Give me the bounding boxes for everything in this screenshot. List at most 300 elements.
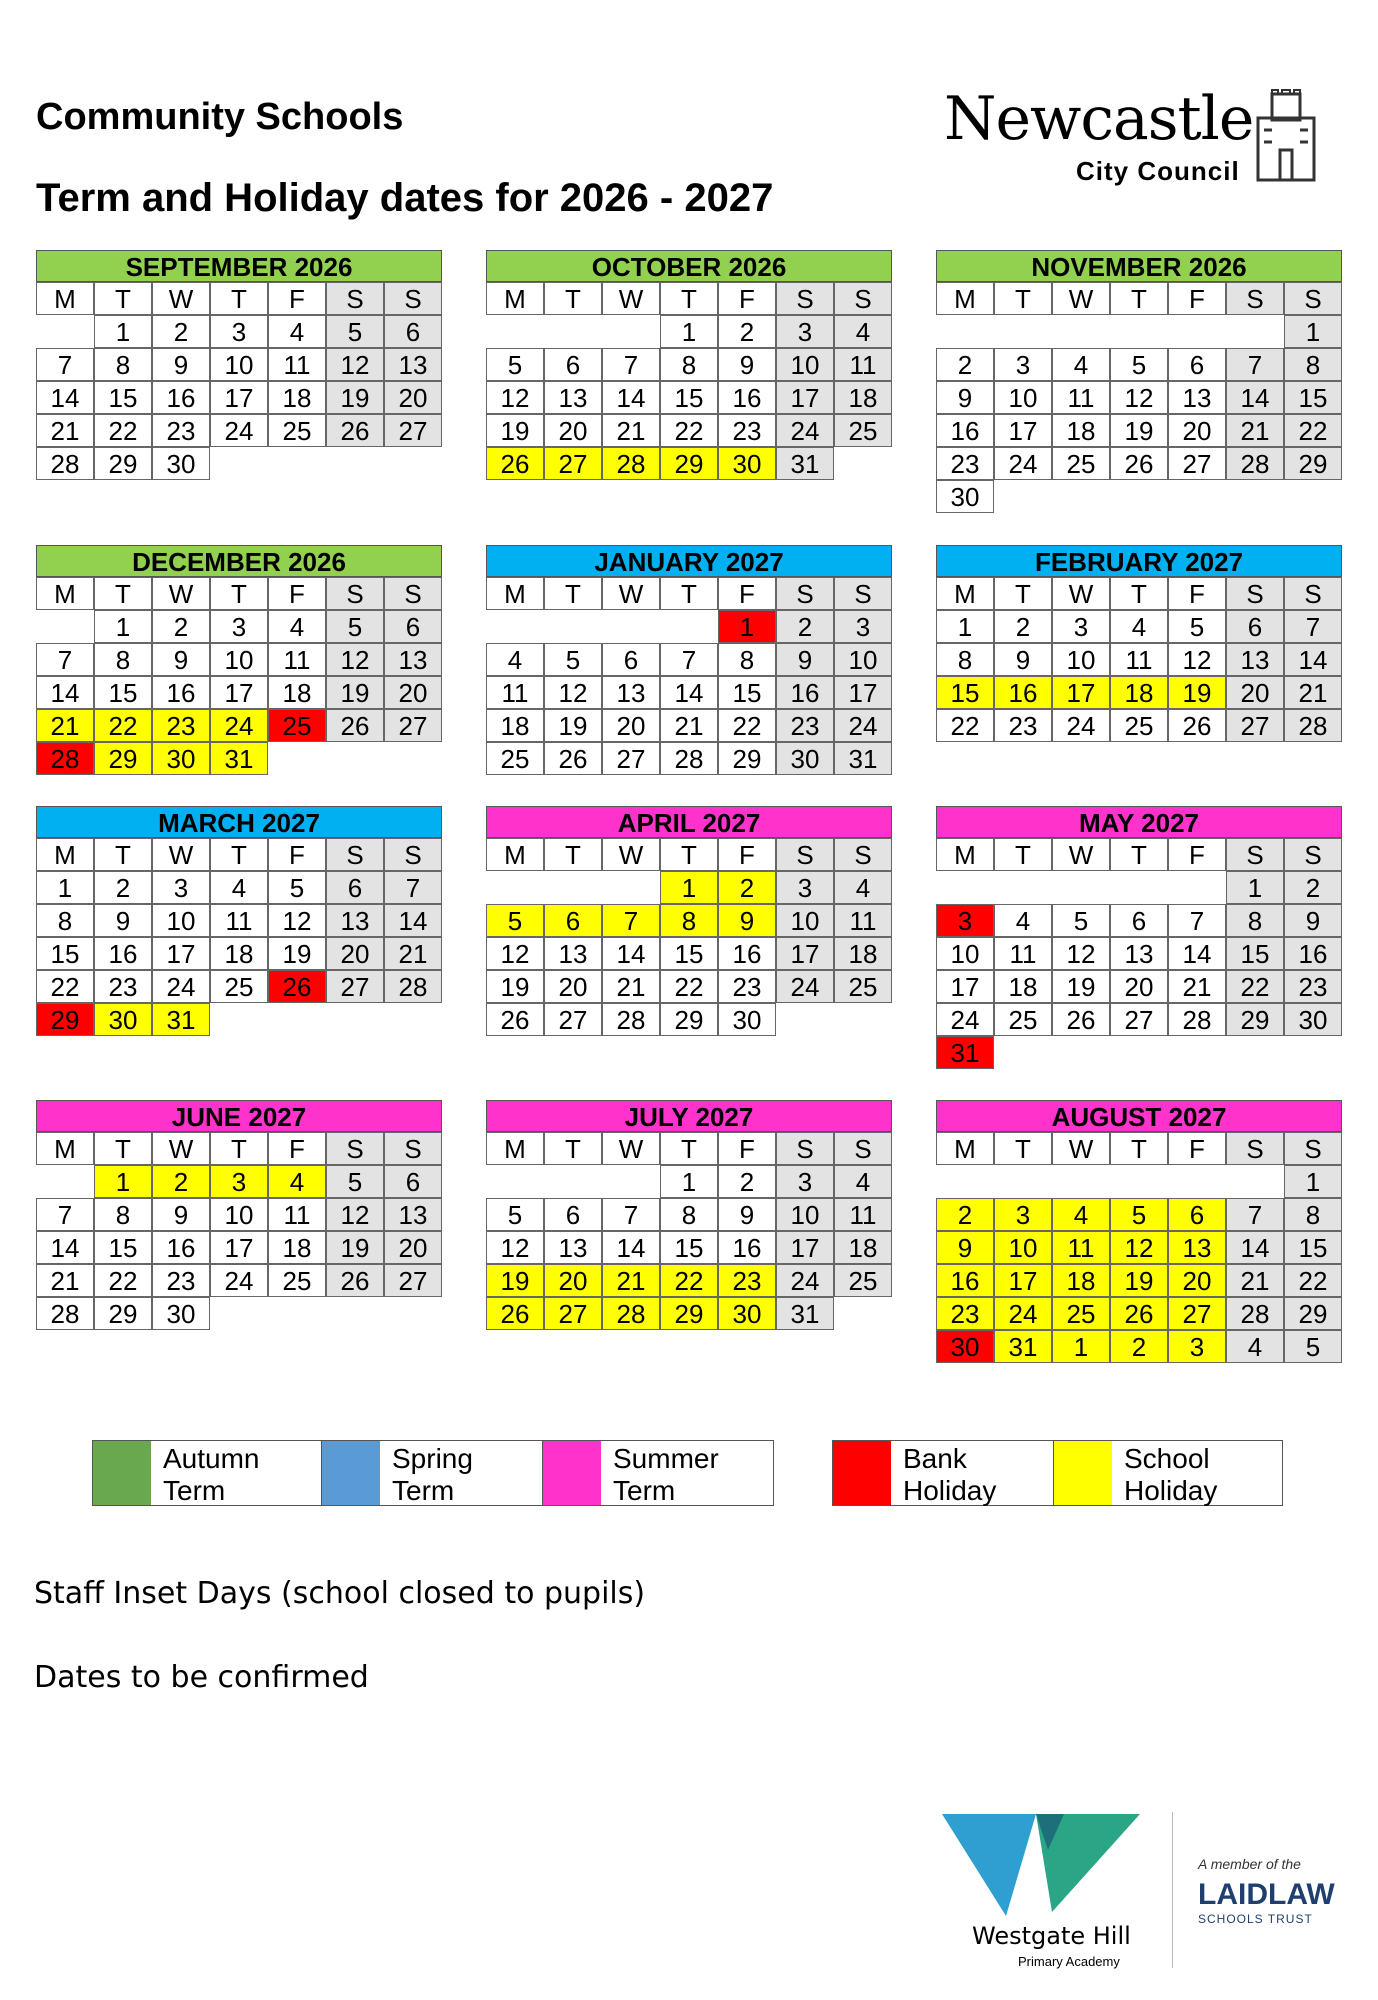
weekday-header: S xyxy=(834,282,892,315)
day-cell: 24 xyxy=(776,970,834,1003)
month-title: OCTOBER 2026 xyxy=(486,250,892,282)
day-cell: 13 xyxy=(544,1231,602,1264)
day-cell: 1 xyxy=(936,610,994,643)
day-cell: 30 xyxy=(152,447,210,480)
weekday-header: S xyxy=(834,1132,892,1165)
day-cell: 16 xyxy=(94,937,152,970)
day-cell: 15 xyxy=(936,676,994,709)
weekday-header: M xyxy=(936,838,994,871)
day-cell: 30 xyxy=(776,742,834,775)
legend-swatch xyxy=(1054,1441,1112,1505)
day-cell: 18 xyxy=(210,937,268,970)
day-cell: 14 xyxy=(36,1231,94,1264)
day-cell: 25 xyxy=(210,970,268,1003)
day-cell: 18 xyxy=(268,381,326,414)
day-cell: 17 xyxy=(210,1231,268,1264)
day-cell: 13 xyxy=(384,643,442,676)
day-cell: 7 xyxy=(36,1198,94,1231)
day-cell: 2 xyxy=(994,610,1052,643)
day-cell: 20 xyxy=(602,709,660,742)
day-cell: 26 xyxy=(486,447,544,480)
weekday-header: S xyxy=(326,1132,384,1165)
weekday-header: M xyxy=(486,838,544,871)
day-cell: 14 xyxy=(602,1231,660,1264)
weekday-header: W xyxy=(152,1132,210,1165)
day-cell: 12 xyxy=(486,937,544,970)
weekday-header: W xyxy=(602,577,660,610)
legend-swatch xyxy=(322,1441,380,1505)
weekday-header: S xyxy=(1284,282,1342,315)
day-cell: 20 xyxy=(1168,414,1226,447)
day-cell: 3 xyxy=(994,348,1052,381)
note-inset-days: Staff Inset Days (school closed to pupils) xyxy=(34,1576,646,1611)
day-cell: 22 xyxy=(660,414,718,447)
day-cell: 8 xyxy=(718,643,776,676)
weekday-header: M xyxy=(936,1132,994,1165)
day-cell: 3 xyxy=(210,315,268,348)
legend-item-summer xyxy=(542,1440,774,1506)
day-cell: 5 xyxy=(326,610,384,643)
day-cell: 5 xyxy=(1110,1198,1168,1231)
day-cell: 7 xyxy=(602,348,660,381)
weekday-header: W xyxy=(152,577,210,610)
weekday-header: S xyxy=(1226,577,1284,610)
weekday-header: T xyxy=(660,282,718,315)
day-cell: 5 xyxy=(544,643,602,676)
day-cell: 31 xyxy=(994,1330,1052,1363)
day-cell: 22 xyxy=(1226,970,1284,1003)
weekday-header: W xyxy=(602,282,660,315)
day-cell: 9 xyxy=(718,348,776,381)
weekday-header: T xyxy=(94,1132,152,1165)
day-cell: 31 xyxy=(834,742,892,775)
weekday-header: W xyxy=(602,1132,660,1165)
day-cell: 17 xyxy=(152,937,210,970)
weekday-header: F xyxy=(1168,1132,1226,1165)
day-cell: 19 xyxy=(544,709,602,742)
weekday-header: M xyxy=(486,282,544,315)
weekday-header: T xyxy=(660,1132,718,1165)
day-cell: 24 xyxy=(1052,709,1110,742)
day-cell: 1 xyxy=(36,871,94,904)
weekday-header: T xyxy=(1110,577,1168,610)
month-title: MAY 2027 xyxy=(936,806,1342,838)
day-cell: 10 xyxy=(152,904,210,937)
day-cell: 27 xyxy=(544,1297,602,1330)
day-cell: 19 xyxy=(326,381,384,414)
day-cell: 6 xyxy=(544,348,602,381)
day-cell: 2 xyxy=(776,610,834,643)
weekday-header: S xyxy=(326,282,384,315)
weekday-header: S xyxy=(776,838,834,871)
legend-item-spring xyxy=(321,1440,543,1506)
day-cell: 16 xyxy=(718,381,776,414)
day-cell: 3 xyxy=(776,1165,834,1198)
day-cell: 19 xyxy=(486,970,544,1003)
day-cell: 2 xyxy=(718,315,776,348)
day-cell: 24 xyxy=(994,1297,1052,1330)
day-cell: 14 xyxy=(384,904,442,937)
day-cell: 27 xyxy=(544,1003,602,1036)
day-cell: 8 xyxy=(1226,904,1284,937)
day-cell: 4 xyxy=(1052,348,1110,381)
day-cell: 2 xyxy=(94,871,152,904)
day-cell: 19 xyxy=(1052,970,1110,1003)
weekday-header: S xyxy=(384,577,442,610)
weekday-header: W xyxy=(1052,577,1110,610)
day-cell: 14 xyxy=(36,381,94,414)
day-cell: 10 xyxy=(994,381,1052,414)
day-cell: 3 xyxy=(834,610,892,643)
day-cell: 19 xyxy=(486,1264,544,1297)
month-title: NOVEMBER 2026 xyxy=(936,250,1342,282)
day-cell: 30 xyxy=(94,1003,152,1036)
day-cell: 5 xyxy=(1052,904,1110,937)
weekday-header: F xyxy=(268,577,326,610)
westgate-hill-logo-icon xyxy=(940,1812,1170,1922)
day-cell: 22 xyxy=(94,709,152,742)
day-cell: 18 xyxy=(1052,1264,1110,1297)
day-cell: 24 xyxy=(834,709,892,742)
day-cell: 20 xyxy=(544,970,602,1003)
day-cell: 21 xyxy=(1226,1264,1284,1297)
day-cell: 30 xyxy=(718,1297,776,1330)
day-cell: 5 xyxy=(1168,610,1226,643)
day-cell: 13 xyxy=(602,676,660,709)
day-cell: 7 xyxy=(1168,904,1226,937)
day-cell: 26 xyxy=(1110,1297,1168,1330)
day-cell: 11 xyxy=(834,904,892,937)
day-cell: 4 xyxy=(1226,1330,1284,1363)
day-cell: 4 xyxy=(1110,610,1168,643)
day-cell: 12 xyxy=(326,348,384,381)
day-cell: 5 xyxy=(486,904,544,937)
day-cell: 12 xyxy=(1110,381,1168,414)
day-cell: 8 xyxy=(936,643,994,676)
day-cell: 30 xyxy=(936,1330,994,1363)
day-cell: 17 xyxy=(994,1264,1052,1297)
day-cell: 30 xyxy=(1284,1003,1342,1036)
day-cell: 9 xyxy=(152,643,210,676)
weekday-header: S xyxy=(1226,838,1284,871)
day-cell: 4 xyxy=(210,871,268,904)
day-cell: 10 xyxy=(1052,643,1110,676)
day-cell: 24 xyxy=(210,1264,268,1297)
day-cell: 1 xyxy=(660,315,718,348)
weekday-header: S xyxy=(384,282,442,315)
weekday-header: T xyxy=(994,838,1052,871)
day-cell: 5 xyxy=(486,348,544,381)
day-cell: 15 xyxy=(1226,937,1284,970)
day-cell: 1 xyxy=(660,1165,718,1198)
day-cell: 24 xyxy=(936,1003,994,1036)
day-cell: 3 xyxy=(776,871,834,904)
castle-icon xyxy=(1254,88,1318,184)
day-cell: 19 xyxy=(326,676,384,709)
weekday-header: S xyxy=(384,838,442,871)
day-cell: 13 xyxy=(544,937,602,970)
day-cell: 9 xyxy=(152,348,210,381)
day-cell: 14 xyxy=(1226,381,1284,414)
legend-label: Autumn Term xyxy=(163,1443,260,1506)
day-cell: 29 xyxy=(660,1297,718,1330)
weekday-header: M xyxy=(36,577,94,610)
weekday-header: W xyxy=(152,282,210,315)
day-cell: 13 xyxy=(1168,381,1226,414)
month-title: AUGUST 2027 xyxy=(936,1100,1342,1132)
day-cell: 15 xyxy=(94,1231,152,1264)
day-cell: 24 xyxy=(776,1264,834,1297)
day-cell: 5 xyxy=(1284,1330,1342,1363)
weekday-header: S xyxy=(776,577,834,610)
day-cell: 21 xyxy=(36,709,94,742)
day-cell: 4 xyxy=(486,643,544,676)
day-cell: 15 xyxy=(660,1231,718,1264)
day-cell: 9 xyxy=(776,643,834,676)
day-cell: 28 xyxy=(384,970,442,1003)
day-cell: 27 xyxy=(602,742,660,775)
trust-sub: SCHOOLS TRUST xyxy=(1198,1912,1313,1926)
day-cell: 20 xyxy=(544,414,602,447)
day-cell: 2 xyxy=(152,1165,210,1198)
day-cell: 12 xyxy=(326,643,384,676)
day-cell: 26 xyxy=(486,1297,544,1330)
day-cell: 8 xyxy=(94,348,152,381)
day-cell: 7 xyxy=(1226,1198,1284,1231)
day-cell: 20 xyxy=(544,1264,602,1297)
day-cell: 19 xyxy=(1110,414,1168,447)
day-cell: 20 xyxy=(1226,676,1284,709)
day-cell: 9 xyxy=(936,1231,994,1264)
day-cell: 23 xyxy=(152,1264,210,1297)
day-cell: 7 xyxy=(36,348,94,381)
day-cell: 19 xyxy=(1168,676,1226,709)
weekday-header: W xyxy=(602,838,660,871)
day-cell: 12 xyxy=(486,381,544,414)
day-cell: 26 xyxy=(1168,709,1226,742)
day-cell: 18 xyxy=(268,676,326,709)
day-cell: 6 xyxy=(1226,610,1284,643)
weekday-header: T xyxy=(94,577,152,610)
weekday-header: T xyxy=(994,1132,1052,1165)
trust-name: LAIDLAW xyxy=(1198,1878,1335,1911)
day-cell: 30 xyxy=(152,1297,210,1330)
legend-item-school-holiday xyxy=(1053,1440,1283,1506)
weekday-header: S xyxy=(776,1132,834,1165)
day-cell: 1 xyxy=(94,610,152,643)
legend-swatch xyxy=(543,1441,601,1505)
weekday-header: S xyxy=(1284,1132,1342,1165)
day-cell: 10 xyxy=(994,1231,1052,1264)
day-cell: 28 xyxy=(1226,447,1284,480)
weekday-header: M xyxy=(36,838,94,871)
day-cell: 8 xyxy=(1284,348,1342,381)
day-cell: 28 xyxy=(1284,709,1342,742)
weekday-header: T xyxy=(544,838,602,871)
day-cell: 21 xyxy=(1168,970,1226,1003)
council-name: Newcastle xyxy=(944,84,1254,154)
day-cell: 17 xyxy=(776,937,834,970)
weekday-header: S xyxy=(326,577,384,610)
day-cell: 29 xyxy=(718,742,776,775)
month-title: MARCH 2027 xyxy=(36,806,442,838)
day-cell: 7 xyxy=(602,904,660,937)
day-cell: 12 xyxy=(544,676,602,709)
day-cell: 25 xyxy=(268,709,326,742)
day-cell: 12 xyxy=(268,904,326,937)
legend-label: Bank Holiday xyxy=(903,1443,997,1506)
month-title: SEPTEMBER 2026 xyxy=(36,250,442,282)
day-cell: 8 xyxy=(94,1198,152,1231)
weekday-header: T xyxy=(994,282,1052,315)
day-cell: 14 xyxy=(36,676,94,709)
day-cell: 21 xyxy=(660,709,718,742)
day-cell: 12 xyxy=(1168,643,1226,676)
day-cell: 3 xyxy=(1168,1330,1226,1363)
day-cell: 29 xyxy=(660,447,718,480)
day-cell: 30 xyxy=(718,447,776,480)
weekday-header: M xyxy=(486,577,544,610)
day-cell: 25 xyxy=(486,742,544,775)
day-cell: 16 xyxy=(718,1231,776,1264)
legend xyxy=(92,1440,1292,1508)
day-cell: 15 xyxy=(1284,381,1342,414)
day-cell: 12 xyxy=(486,1231,544,1264)
day-cell: 10 xyxy=(210,1198,268,1231)
day-cell: 29 xyxy=(94,742,152,775)
weekday-header: T xyxy=(660,838,718,871)
day-cell: 22 xyxy=(94,414,152,447)
day-cell: 6 xyxy=(384,1165,442,1198)
day-cell: 15 xyxy=(660,381,718,414)
day-cell: 2 xyxy=(936,348,994,381)
day-cell: 19 xyxy=(326,1231,384,1264)
day-cell: 23 xyxy=(718,414,776,447)
day-cell: 25 xyxy=(1110,709,1168,742)
day-cell: 3 xyxy=(1052,610,1110,643)
day-cell: 4 xyxy=(994,904,1052,937)
day-cell: 6 xyxy=(384,315,442,348)
day-cell: 16 xyxy=(776,676,834,709)
day-cell: 21 xyxy=(36,414,94,447)
day-cell: 2 xyxy=(718,871,776,904)
day-cell: 23 xyxy=(776,709,834,742)
day-cell: 4 xyxy=(268,315,326,348)
day-cell: 2 xyxy=(936,1198,994,1231)
day-cell: 5 xyxy=(326,1165,384,1198)
weekday-header: F xyxy=(1168,838,1226,871)
weekday-header: S xyxy=(834,577,892,610)
day-cell: 7 xyxy=(660,643,718,676)
day-cell: 18 xyxy=(1110,676,1168,709)
day-cell: 8 xyxy=(94,643,152,676)
day-cell: 21 xyxy=(36,1264,94,1297)
weekday-header: F xyxy=(1168,282,1226,315)
day-cell: 19 xyxy=(268,937,326,970)
weekday-header: W xyxy=(152,838,210,871)
day-cell: 14 xyxy=(602,381,660,414)
day-cell: 5 xyxy=(1110,348,1168,381)
day-cell: 6 xyxy=(602,643,660,676)
day-cell: 13 xyxy=(384,1198,442,1231)
day-cell: 24 xyxy=(994,447,1052,480)
day-cell: 26 xyxy=(544,742,602,775)
day-cell: 20 xyxy=(1110,970,1168,1003)
day-cell: 15 xyxy=(660,937,718,970)
legend-label: School Holiday xyxy=(1124,1443,1218,1506)
day-cell: 5 xyxy=(486,1198,544,1231)
day-cell: 17 xyxy=(834,676,892,709)
day-cell: 25 xyxy=(268,414,326,447)
day-cell: 14 xyxy=(1168,937,1226,970)
weekday-header: T xyxy=(1110,838,1168,871)
day-cell: 7 xyxy=(1284,610,1342,643)
council-logo xyxy=(940,84,1340,194)
day-cell: 9 xyxy=(718,1198,776,1231)
day-cell: 22 xyxy=(660,970,718,1003)
weekday-header: S xyxy=(326,838,384,871)
weekday-header: F xyxy=(718,577,776,610)
day-cell: 25 xyxy=(834,414,892,447)
day-cell: 25 xyxy=(834,1264,892,1297)
day-cell: 26 xyxy=(326,1264,384,1297)
day-cell: 8 xyxy=(1284,1198,1342,1231)
day-cell: 21 xyxy=(602,414,660,447)
day-cell: 13 xyxy=(384,348,442,381)
day-cell: 27 xyxy=(384,1264,442,1297)
day-cell: 25 xyxy=(1052,447,1110,480)
day-cell: 22 xyxy=(1284,414,1342,447)
weekday-header: S xyxy=(384,1132,442,1165)
day-cell: 9 xyxy=(718,904,776,937)
day-cell: 25 xyxy=(1052,1297,1110,1330)
day-cell: 29 xyxy=(1284,1297,1342,1330)
weekday-header: T xyxy=(1110,1132,1168,1165)
member-text: A member of the xyxy=(1198,1856,1301,1872)
day-cell: 9 xyxy=(1284,904,1342,937)
day-cell: 24 xyxy=(210,414,268,447)
day-cell: 3 xyxy=(210,1165,268,1198)
day-cell: 1 xyxy=(94,1165,152,1198)
legend-item-autumn xyxy=(92,1440,322,1506)
day-cell: 4 xyxy=(268,1165,326,1198)
day-cell: 21 xyxy=(384,937,442,970)
day-cell: 27 xyxy=(384,709,442,742)
weekday-header: T xyxy=(210,838,268,871)
day-cell: 4 xyxy=(1052,1198,1110,1231)
day-cell: 22 xyxy=(660,1264,718,1297)
day-cell: 29 xyxy=(1284,447,1342,480)
day-cell: 20 xyxy=(326,937,384,970)
day-cell: 13 xyxy=(544,381,602,414)
day-cell: 27 xyxy=(384,414,442,447)
day-cell: 6 xyxy=(1168,1198,1226,1231)
weekday-header: M xyxy=(36,1132,94,1165)
day-cell: 21 xyxy=(602,1264,660,1297)
weekday-header: F xyxy=(268,282,326,315)
day-cell: 11 xyxy=(210,904,268,937)
day-cell: 23 xyxy=(152,414,210,447)
day-cell: 18 xyxy=(1052,414,1110,447)
day-cell: 31 xyxy=(210,742,268,775)
day-cell: 16 xyxy=(936,414,994,447)
weekday-header: S xyxy=(1284,577,1342,610)
day-cell: 11 xyxy=(834,1198,892,1231)
day-cell: 16 xyxy=(718,937,776,970)
day-cell: 19 xyxy=(486,414,544,447)
day-cell: 12 xyxy=(1052,937,1110,970)
day-cell: 10 xyxy=(776,1198,834,1231)
